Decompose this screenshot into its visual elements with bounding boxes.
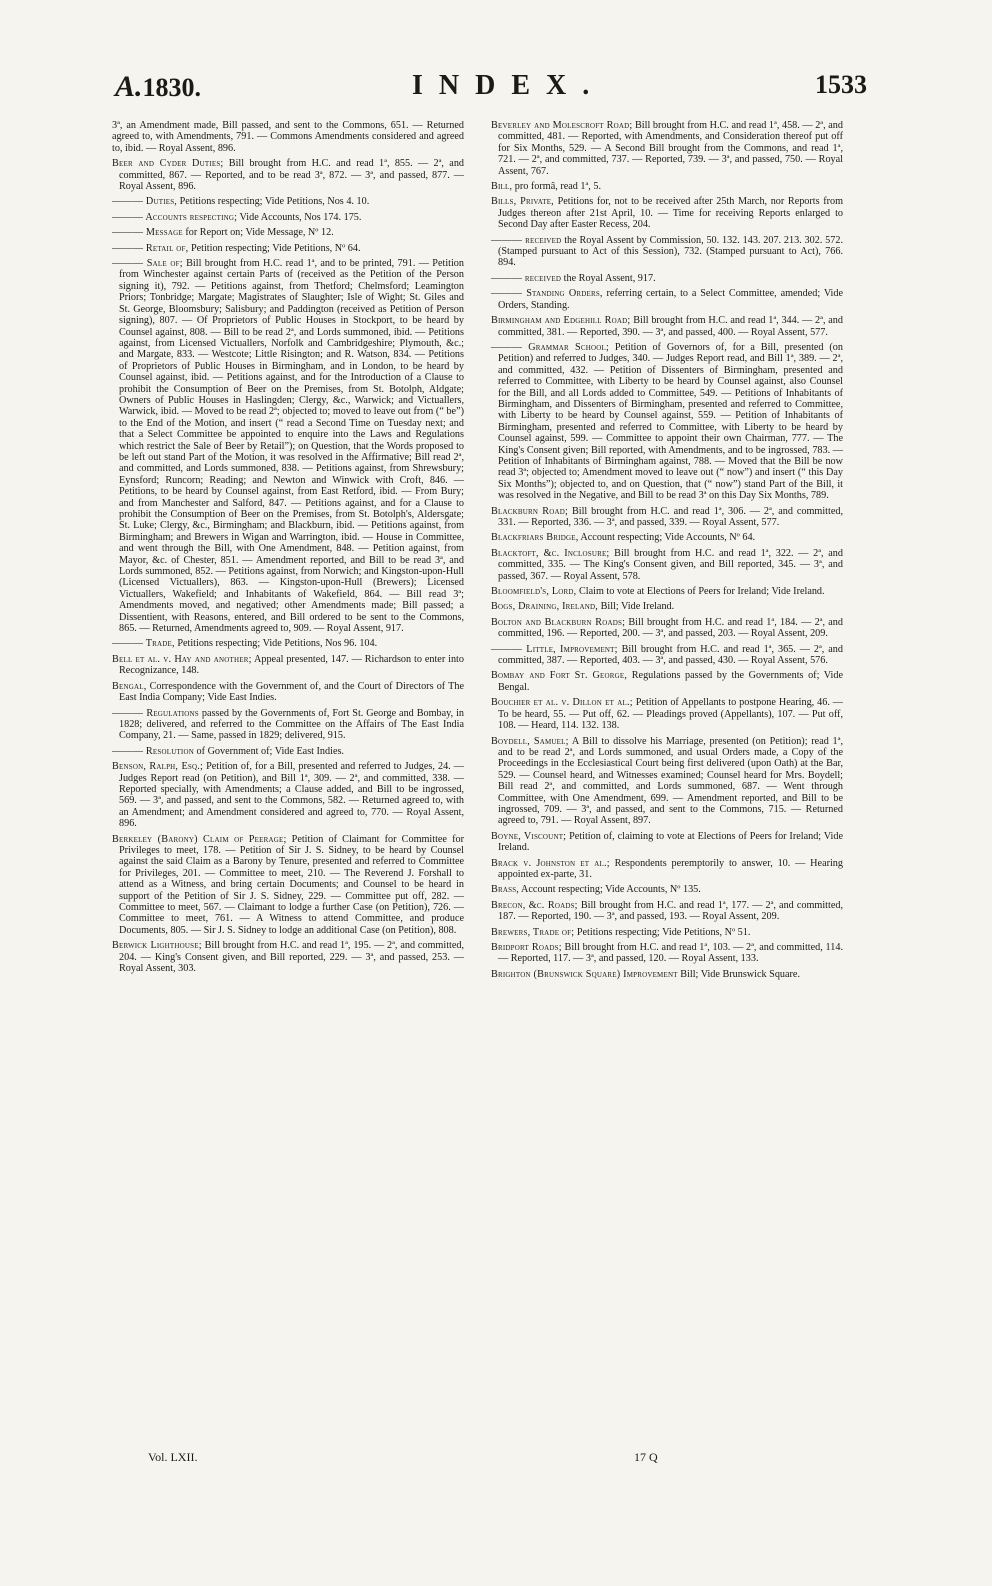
entry-heading: Bills, Private,	[491, 196, 554, 208]
index-entry	[491, 273, 843, 284]
entry-heading: ——— Standing Orders,	[491, 288, 603, 300]
entry-text: Petition of Appellants to postpone Hearing, 46. — To be heard, 55. — Put off, 62. — Pleadings proved (Appellants), 107. — Put off, 108. — Heard, 114. 132. 138.	[498, 697, 843, 732]
index-entry	[491, 644, 843, 667]
entry-text: Petition of Claimant for Committee for Privileges to meet, 178. — Petition of Sir J. S. Sidney, to be heard by Counsel against the said Claim as a Barony by Tenure, presented and referred to Committee for Privileges, 201. — Committee to meet, 210. — The Reverend J. Forshall to attend as a Witness, and bring certain Documents; and Counsel to be heard in support of the Petition of Sir J. S. Sidney, 229. — Committee put off, 282. — Committee to meet, 567. — Claimant to lodge a further Case (on Petition), 726. — Committee to meet, 761. — A Witness to attend Committee, and produce Documents, 805. — Sir J. S. Sidney to lodge an additional Case (on Petition), 808.	[119, 833, 464, 936]
index-entry	[491, 196, 843, 230]
entry-text: Bill; Vide Brunswick Square.	[680, 968, 800, 980]
index-entry	[491, 969, 843, 980]
entry-heading: ——— Duties,	[112, 196, 178, 208]
entry-text: Petitions respecting; Vide Petitions, Nos 4. 10.	[179, 196, 370, 208]
entry-heading: Bill,	[491, 181, 513, 193]
entry-heading: Birmingham and Edgehill Road;	[491, 315, 631, 327]
index-entry	[112, 120, 464, 154]
index-entry	[491, 858, 843, 881]
entry-heading: Bombay and Fort St. George,	[491, 670, 628, 682]
entry-heading: Bogs, Draining, Ireland,	[491, 601, 599, 613]
index-entry	[491, 288, 843, 311]
entry-heading: ——— Regulations	[112, 707, 199, 719]
entry-heading: Berwick Lighthouse;	[112, 940, 202, 952]
entry-text: for Report on; Vide Message, Nº 12.	[185, 227, 334, 239]
entry-heading: Boyne, Viscount;	[491, 830, 567, 842]
entry-heading: Bridport Roads;	[491, 942, 562, 953]
year-text: 1830.	[142, 73, 202, 102]
entry-heading: Brass,	[491, 884, 520, 896]
entry-heading: Bolton and Blackburn Roads;	[491, 616, 626, 628]
entry-heading: Benson, Ralph, Esq.;	[112, 761, 203, 773]
index-entry	[112, 158, 464, 192]
entry-text: referring certain, to a Select Committee, amended; Vide Orders, Standing.	[498, 288, 844, 311]
index-entry	[491, 506, 843, 529]
entry-text: Petition of, claiming to vote at Elections of Peers for Ireland; Vide Ireland.	[498, 830, 844, 854]
entry-heading: Berkeley (Barony) Claim of Peerage;	[112, 833, 287, 845]
entry-text: the Royal Assent by Commission, 50. 132. 143. 207. 213. 302. 572. (Stamped pursuant to Act of this Session), 732. (Stamped pursuant to Act), 766. 894.	[498, 234, 844, 269]
entry-heading: Brewers, Trade of;	[491, 926, 575, 938]
entry-text: 3ª, an Amendment made, Bill passed, and sent to the Commons, 651. — Returned agreed to, with Amendments, 791. — Commons Amendments considered and agreed to, ibid. — Royal Assent, 896.	[112, 120, 464, 154]
volume-label: Vol. LXII.	[148, 1450, 198, 1464]
entry-heading: Blackfriars Bridge,	[491, 532, 579, 544]
index-entry	[491, 884, 843, 895]
entry-text: Bill brought from H.C. and read 1ª, 177. — 2ª, and committed, 187. — Reported, 190. — 3ª, and passed, 193. — Royal Assent, 209.	[498, 899, 843, 923]
entry-heading: Brack v. Johnston et al.;	[491, 857, 610, 869]
entry-text: Petition of Governors of, for a Bill, presented (on Petition) and referred to Judges, 340. — Judges Report read, and Bill 1ª, 389. — 2ª, and committed, 432. — Petition of Dissenters of Birmingham, presented and referred to Committee, with Liberty to be heard by Counsel against, also Counsel for the Bill, and all Lords added to Committee, 549. — Petitions of Inhabitants of Birmingham, and Dissenters of Birmingham, presented and referred to Committee, with Liberty to be heard by Counsel against, 559. — Petition of Inhabitants of Birmingham, presented and referred to Committee, with Liberty to be heard by Counsel against, 599. — Committee to appoint their own Chairman, 777. — The King's Consent given; Bill reported, with Amendments, and to be ingrossed, 783. — Petition of Inhabitants of Birmingham against, 788. — Moved that the Bill be now read 3ª; objected to; Amendment moved to leave out (“ now”) and insert (“ this Day Six Months”); objected to, and on Question, that (“ now”) stand Part of the Bill, it was resolved in the Negative, and Bill to be read 3ª on this Day Six Months, 789.	[498, 341, 843, 502]
entry-text: Bill brought from H.C. and read 1ª, 344. — 2ª, and committed, 381. — Reported, 390. — 3ª, and passed, 400. — Royal Assent, 577.	[498, 315, 843, 338]
index-entry	[112, 761, 464, 829]
entry-heading: ——— Message	[112, 227, 183, 239]
index-entry	[112, 212, 464, 223]
entry-heading: Bell et al. v. Hay and another;	[112, 653, 252, 665]
index-entry	[112, 196, 464, 207]
index-entry	[112, 681, 464, 704]
index-entry	[491, 831, 843, 854]
index-entry	[112, 654, 464, 677]
entry-heading: ——— Grammar School;	[491, 341, 609, 353]
entry-heading: ——— Trade,	[112, 638, 175, 650]
entry-text: Petition of, for a Bill, presented and referred to Judges, 24. — Judges Report read (on Petition), and Bill 1ª, 309. — 2ª, and committed, 338. — Reported specially, with Amendments; a Clause added, and Bill to be ingrossed, 569. — 3ª, and passed, and sent to the Commons, 582. — Returned agreed to, with an Amendment; and Amendment considered and agreed to, 770. — Royal Assent, 896.	[119, 761, 464, 830]
entry-text: A Bill to dissolve his Marriage, presented (on Petition); read 1ª, and to be read 2ª, and Lords summoned, and usual Orders made, a Copy of the Proceedings in the Ecclesiastical Court being first delivered (upon Oath) at the Bar, 529. — Counsel heard, and Witnesses examined; Counsel heard for Mrs. Boydell; Bill read 2ª, and committed, and Lords summoned, 687. — Went through Committee, with One Amendment, 699. — Amendment reported, and Bill to be ingrossed, 709. — 3ª, and passed, and sent to the Commons, 715. — Returned agreed to, 791. — Royal Assent, 897.	[498, 735, 844, 827]
entry-text: Appeal presented, 147. — Richardson to enter into Recognizance, 148.	[119, 653, 464, 677]
entry-heading: Bouchier et al. v. Dillon et al.;	[491, 697, 633, 709]
entry-text: Correspondence with the Government of, and the Court of Directors of The East India Company; Vide East Indies.	[119, 680, 465, 704]
entry-heading: ——— received	[491, 272, 562, 284]
entry-heading: Beer and Cyder Duties;	[112, 158, 224, 170]
entry-text: Petition respecting; Vide Petitions, Nº 64.	[190, 242, 361, 254]
index-entry	[491, 697, 843, 731]
entry-text: Bill; Vide Ireland.	[600, 601, 675, 613]
entry-text: Bill brought from H.C. and read 1ª, 322. — 2ª, and committed, 335. — The King's Consent given, and Bill reported, 345. — 3ª, and passed, 367. — Royal Assent, 578.	[498, 547, 843, 582]
index-entry	[491, 181, 843, 192]
entry-text: Petitions for, not to be received after 25th March, nor Reports from Judges thereon after 21st April, 10. — Time for receiving Reports enlarged to Second Day after Easter Recess, 204.	[498, 196, 844, 231]
index-entry	[491, 315, 843, 338]
entry-text: Vide Accounts, Nos 174. 175.	[239, 211, 362, 223]
entry-text: Claim to vote at Elections of Peers for Ireland; Vide Ireland.	[578, 586, 825, 598]
entry-heading: ——— received	[491, 234, 562, 246]
entry-text: pro formâ, read 1ª, 5.	[514, 181, 602, 193]
entry-text: Respondents peremptorily to answer, 10. — Hearing appointed ex-parte, 31.	[498, 857, 843, 880]
index-entry	[112, 940, 464, 974]
entry-text: Account respecting; Vide Accounts, Nº 64.	[580, 532, 756, 544]
year-heading	[115, 70, 201, 104]
entry-heading: Brecon, &c. Roads;	[491, 899, 578, 911]
index-entry	[112, 638, 464, 649]
entry-text: the Royal Assent, 917.	[563, 272, 656, 284]
entry-text: Petitions respecting; Vide Petitions, Nº 51.	[576, 926, 751, 938]
entry-heading: Bloomfield's, Lord,	[491, 586, 577, 598]
index-entry	[491, 900, 843, 923]
index-entry	[112, 834, 464, 937]
entry-heading: Beverley and Molescroft Road;	[491, 120, 633, 131]
entry-heading: ——— Resolution	[112, 745, 194, 757]
index-entry	[491, 235, 843, 269]
entry-heading: Blackburn Road;	[491, 505, 569, 517]
index-entry	[491, 120, 843, 177]
signature-mark: 17 Q	[634, 1450, 658, 1464]
index-entry	[112, 258, 464, 634]
entry-heading: Boydell, Samuel;	[491, 735, 569, 747]
index-entry	[491, 586, 843, 597]
entry-text: Bill brought from H.C. and read 1ª, 184. — 2ª, and committed, 196. — Reported, 200. — 3ª, and passed, 203. — Royal Assent, 209.	[498, 616, 843, 640]
entry-text: Bill brought from H.C. read 1ª, and to be printed, 791. — Petition from Winchester against certain Parts of (received as the Petition of the Person signing it), 792. — Petitions against, from Thetford; Chelmsford; Leamington Priors; Tonbridge; Margate; Magistrates of Slaughter; Isle of Wight; St. Giles and St. George, Bloomsbury; Salisbury; and Paddington (received as Petition of Person signing), 807. — Of Proprietors of Public Houses in Stockport, to be heard by Counsel against, 808. — Bill to be read 2ª, and Lords summoned, ibid. — Petitions against, from Licensed Victuallers, Norfolk and Cambridgeshire; Plymouth, &c.; and Margate, 833. — Westcote; Little Risington; and R. Watson, 834. — Petitions of Proprietors of Public Houses in Birmingham, and in London, to be heard by Counsel against, ibid. — Petitions against, and for the Introduction of a Clause to prohibit the Consumption of Beer on the Premises, from St. Botolph, Aldgate; Owners of Public Houses in Haslingden; Clergy, &c., Warwick; and Victuallers, Warwick, ibid. — Moved to be read 2ª; objected to; moved to leave out from (“ be”) to the End of the Motion, and insert (“ read a Second Time on Tuesday next; and that a Select Committee be appointed to enquire into the Laws and Regulations which restrict the Sale of Beer by Retail”); on Question, that the Words proposed to be left out stand Part of the Motion, it was resolved in the Affirmative; Bill read 2ª, and committed, and Lords summoned, 838. — Petitions against, from Shrewsbury; Eynsford; Runcorn; Reading; and Newton and Winwick with Croft, 846. — Petitions, to be heard by Counsel against, from East Retford, ibid. — From Bury; and from Manchester and Salford, 847. — Petitions against, and for a Clause to prohibit the Consumption of Beer on the Premises, from St. Botolph's, Aldersgate; St. Luke; Clergy, &c., Birmingham; and Blackburn, ibid. — Petitions against, from Birmingham; and Brewers in Wigan and Warrington, ibid. — House in Committee, and went through the Bill, with One Amendment, 848. — Petition against, from Mayor, &c. of Chester, 851. — Amendment reported, and Bill to be read 3ª, and Lords summoned, 852. — Petitions against, from Norwich; and Kingston-upon-Hull (Licensed Victuallers), 863. — Kingston-upon-Hull (Brewers); Licensed Victuallers, Wakefield; and Inhabitants of Wakefield, 864. — Bill read 3ª; Amendments moved, and negatived; other Amendments made; Bill passed; a Dissentient, with Reasons, entered, and Bill ordered to be sent to the Commons, 865. — Returned, Amendments agreed to, 909. — Royal Assent, 917.	[119, 258, 464, 635]
index-entry	[491, 601, 843, 612]
index-entry	[491, 532, 843, 543]
entry-text: Petitions respecting; Vide Petitions, Nos 96. 104.	[177, 638, 378, 650]
page-title: INDEX.	[412, 70, 606, 101]
entry-heading: ——— Sale of;	[112, 258, 183, 270]
index-entry	[491, 670, 843, 693]
right-column	[491, 120, 843, 984]
index-entry	[112, 746, 464, 757]
entry-heading: ——— Little, Improvement;	[491, 643, 618, 655]
entry-text: Bill brought from H.C. and read 1ª, 195. — 2ª, and committed, 204. — King's Consent given, and Bill reported, 229. — 3ª, and passed, 253. — Royal Assent, 303.	[119, 940, 465, 975]
index-entry	[491, 736, 843, 827]
year-prefix: A.	[115, 70, 143, 103]
entry-heading: ——— Accounts respecting;	[112, 211, 238, 223]
index-entry	[491, 942, 843, 965]
left-column	[112, 120, 464, 978]
entry-text: Bill brought from H.C. and read 1ª, 103. — 2ª, and committed, 114. — Reported, 117. — 3ª, and passed, 120. — Royal Assent, 133.	[498, 942, 844, 965]
index-entry	[491, 927, 843, 938]
entry-text: Bill brought from H.C. and read 1ª, 855. — 2ª, and committed, 867. — Reported, and to be read 3ª, 872. — 3ª, and passed, 877. — Royal Assent, 896.	[119, 158, 465, 193]
page-number: 1533	[815, 70, 867, 99]
entry-text: passed by the Governments of, Fort St. George and Bombay, in 1828; delivered, and referred to the Committee on the Affairs of The East India Company, 21. — Same, passed in 1829; delivered, 915.	[119, 707, 465, 742]
entry-text: Bill brought from H.C. and read 1ª, 306. — 2ª, and committed, 331. — Reported, 336. — 3ª, and passed, 339. — Royal Assent, 577.	[498, 505, 844, 528]
entry-heading: ——— Retail of,	[112, 242, 189, 254]
entry-heading: Blacktoft, &c. Inclosure;	[491, 547, 610, 559]
index-entry	[491, 617, 843, 640]
index-entry	[491, 548, 843, 582]
entry-text: Bill brought from H.C. and read 1ª, 458. — 2ª, and committed, 481. — Reported, with Amendments, and Consideration thereof put off for Six Months, 529. — A Second Bill brought from the Commons, and read 1ª, 721. — 2ª, and committed, 737. — Reported, 739. — 3ª, and passed, 750. — Royal Assent, 767.	[498, 120, 843, 177]
entry-heading: Brighton (Brunswick Square) Improvement	[491, 968, 678, 980]
entry-text: of Government of; Vide East Indies.	[196, 745, 344, 757]
entry-heading: Bengal,	[112, 680, 147, 692]
page-header	[0, 70, 992, 110]
index-entry	[491, 342, 843, 502]
entry-text: Bill brought from H.C. and read 1ª, 365. — 2ª, and committed, 387. — Reported, 403. — 3ª, and passed, 430. — Royal Assent, 576.	[498, 643, 843, 667]
entry-text: Regulations passed by the Governments of; Vide Bengal.	[498, 670, 844, 693]
index-entry	[112, 243, 464, 254]
index-entry	[112, 708, 464, 742]
entry-text: Account respecting; Vide Accounts, Nº 135.	[521, 884, 701, 896]
index-entry	[112, 227, 464, 238]
